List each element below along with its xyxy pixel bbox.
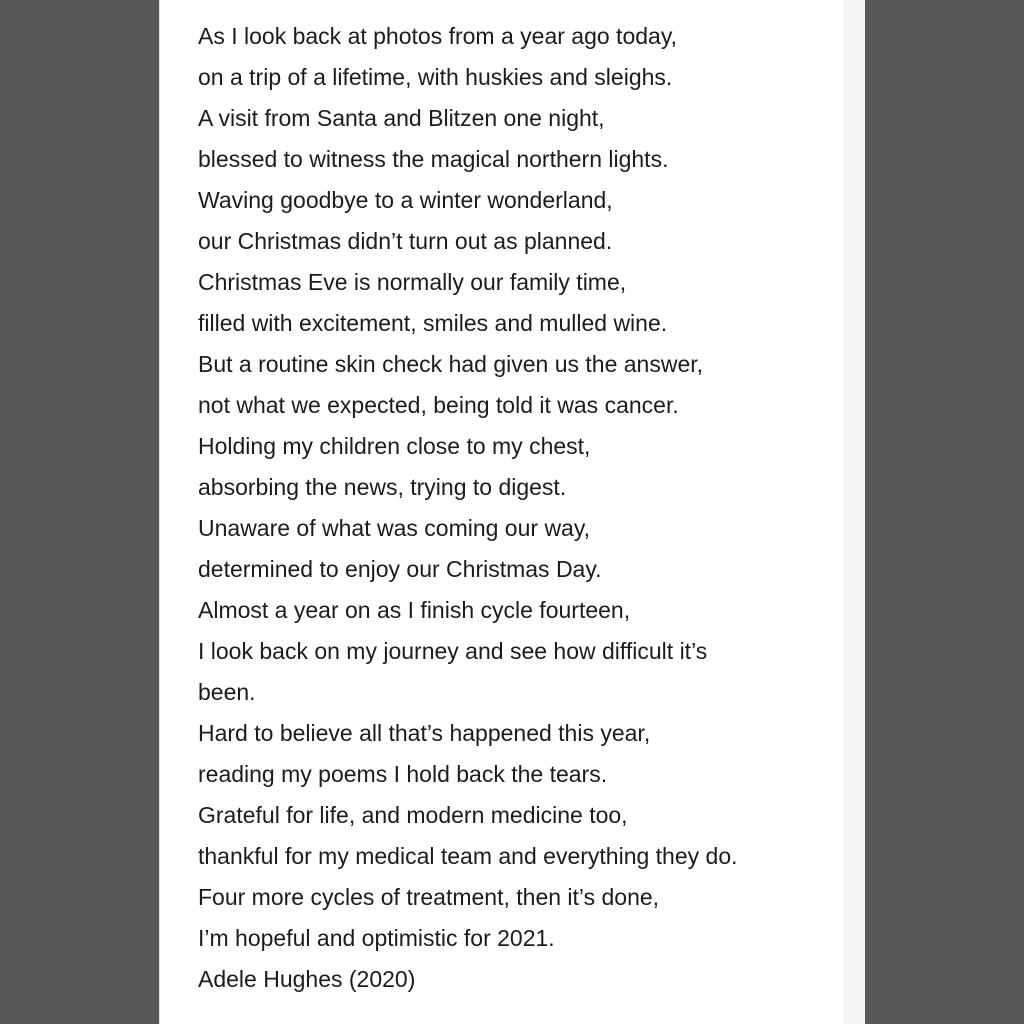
poem-line: thankful for my medical team and everything they do. bbox=[198, 843, 738, 869]
poem-line: reading my poems I hold back the tears. bbox=[198, 761, 608, 787]
poem-line: Grateful for life, and modern medicine too, bbox=[198, 802, 628, 828]
poem-line: I look back on my journey and see how difficult it’s bbox=[198, 638, 708, 664]
scrollbar-track[interactable] bbox=[844, 0, 865, 1024]
poem-line: Almost a year on as I finish cycle fourteen, bbox=[198, 597, 631, 623]
poem-line: been. bbox=[198, 679, 256, 705]
poem-line: not what we expected, being told it was cancer. bbox=[198, 392, 679, 418]
poem-line: blessed to witness the magical northern lights. bbox=[198, 146, 669, 172]
poem-line: I’m hopeful and optimistic for 2021. bbox=[198, 925, 555, 951]
poem-line: filled with excitement, smiles and mulled wine. bbox=[198, 310, 668, 336]
poem-line: Unaware of what was coming our way, bbox=[198, 515, 591, 541]
poem-line: Waving goodbye to a winter wonderland, bbox=[198, 187, 613, 213]
poem-line: our Christmas didn’t turn out as planned. bbox=[198, 228, 613, 254]
poem-line: on a trip of a lifetime, with huskies and sleighs. bbox=[198, 64, 673, 90]
poem-line: Christmas Eve is normally our family time, bbox=[198, 269, 627, 295]
poem-line: Four more cycles of treatment, then it’s done, bbox=[198, 884, 660, 910]
poem-line: But a routine skin check had given us the answer, bbox=[198, 351, 704, 377]
poem-line: absorbing the news, trying to digest. bbox=[198, 474, 567, 500]
poem-line: As I look back at photos from a year ago today, bbox=[198, 23, 678, 49]
poem-line: A visit from Santa and Blitzen one night, bbox=[198, 105, 605, 131]
poem-line: determined to enjoy our Christmas Day. bbox=[198, 556, 602, 582]
poem-signature: Adele Hughes (2020) bbox=[198, 966, 416, 992]
poem-line: Holding my children close to my chest, bbox=[198, 433, 591, 459]
poem-line: Hard to believe all that’s happened this year, bbox=[198, 720, 651, 746]
poem-text bbox=[198, 16, 838, 1000]
